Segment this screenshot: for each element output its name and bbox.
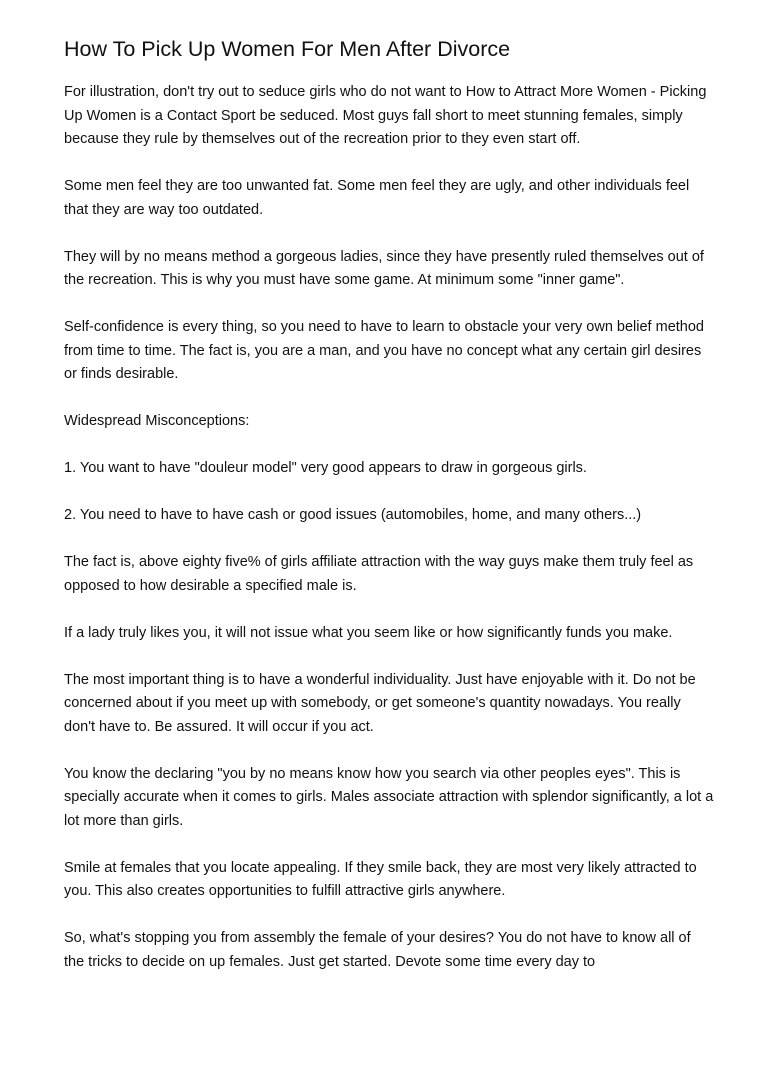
document-title: How To Pick Up Women For Men After Divorce	[64, 37, 511, 61]
paragraph: Some men feel they are too unwanted fat. Some men feel they are ugly, and other individuals feel that they are way too outdated.	[64, 178, 690, 218]
paragraph: You know the declaring "you by no means know how you search via other peoples eyes". This is specially accurate when it comes to girls. Males associate attraction with splendor significantly, a lot a lot more than girls.	[64, 765, 714, 829]
paragraph: For illustration, don't try out to seduce girls who do not want to How to Attract More Women - Picking Up Women is a Contact Sport be seduced. Most guys fall short to meet stunning females, simply because they rule by themselves out of the recreation prior to they even start off.	[64, 84, 707, 147]
paragraph: Smile at females that you locate appealing. If they smile back, they are most very likely attracted to you. This also creates opportunities to fulfill attractive girls anywhere.	[64, 859, 697, 899]
list-item: 1. You want to have "douleur model" very good appears to draw in gorgeous girls.	[64, 460, 587, 476]
document-page	[64, 34, 714, 998]
section-heading-misconceptions: Widespread Misconceptions:	[64, 413, 250, 429]
paragraph: So, what's stopping you from assembly the female of your desires? You do not have to know all of the tricks to decide on up females. Just get started. Devote some time every day to	[64, 930, 691, 970]
list-item: 2. You need to have to have cash or good issues (automobiles, home, and many others...)	[64, 507, 642, 523]
paragraph: Self-confidence is every thing, so you need to have to learn to obstacle your very own belief method from time to time. The fact is, you are a man, and you have no concept what any certain girl desires or finds desirable.	[64, 319, 704, 382]
paragraph: They will by no means method a gorgeous ladies, since they have presently ruled themselves out of the recreation. This is why you must have some game. At minimum some "inner game".	[64, 248, 704, 288]
paragraph: The most important thing is to have a wonderful individuality. Just have enjoyable with it. Do not be concerned about if you meet up with somebody, or get someone's quantity nowadays. You really don't have to. Be assured. It will occur if you act.	[64, 671, 696, 735]
paragraph: The fact is, above eighty five% of girls affiliate attraction with the way guys make them truly feel as opposed to how desirable a specified male is.	[64, 554, 694, 594]
paragraph: If a lady truly likes you, it will not issue what you seem like or how significantly funds you make.	[64, 624, 673, 641]
